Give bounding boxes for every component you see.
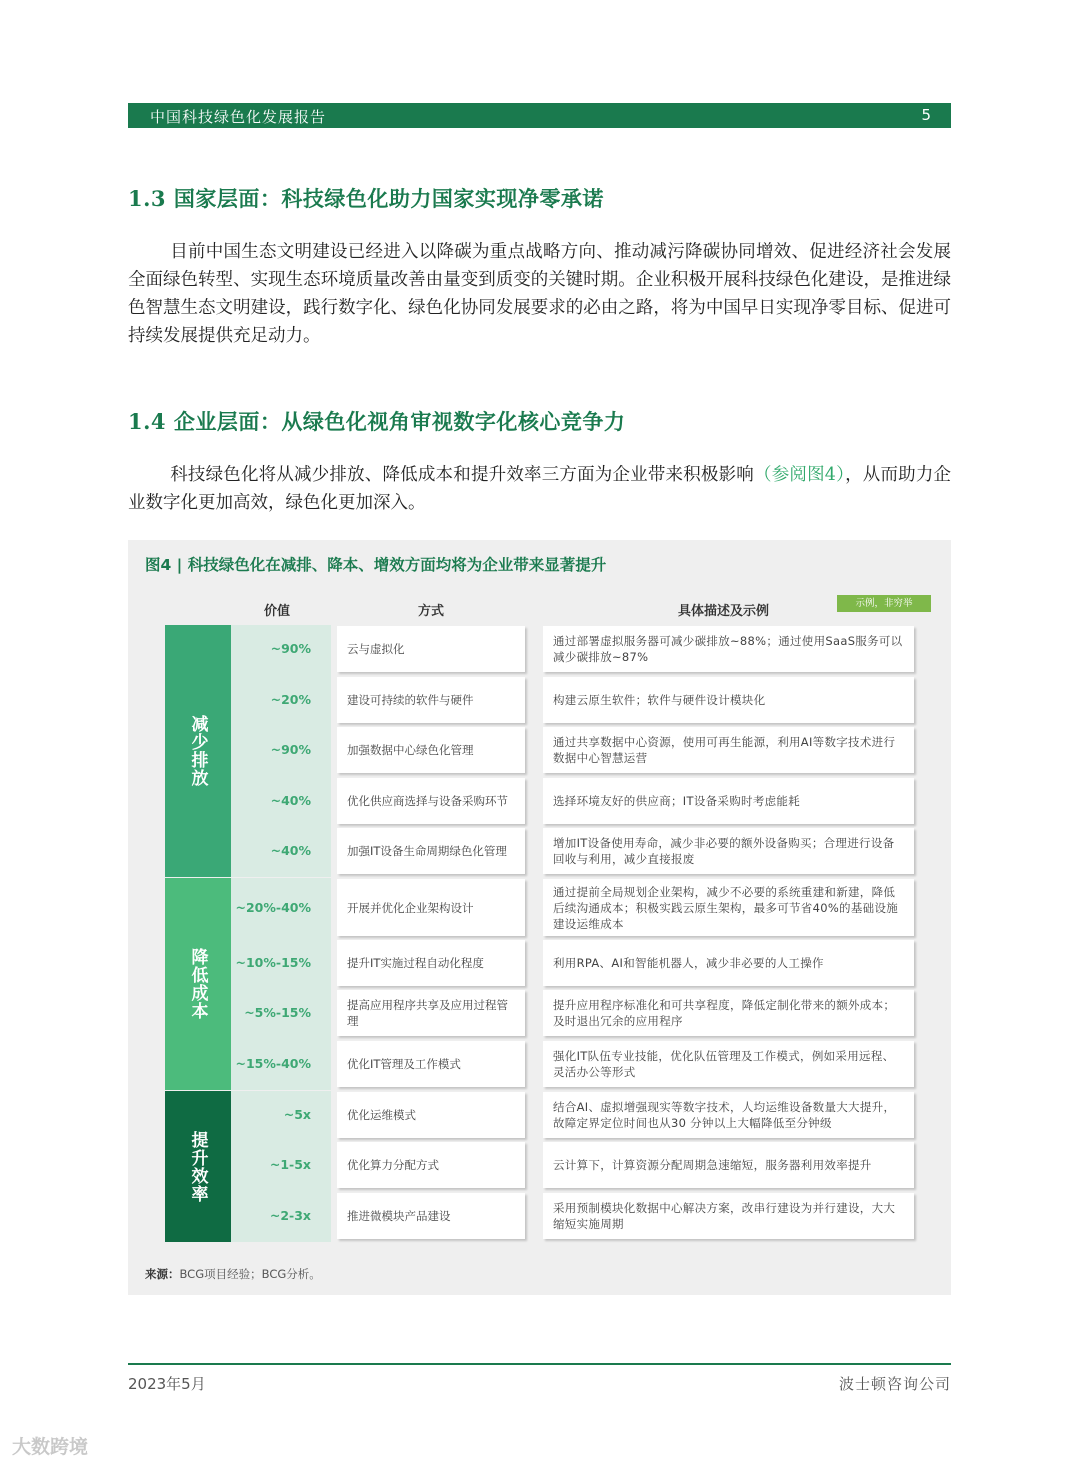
group-label-3: 提升效率 [165, 1091, 231, 1242]
column-header-description: 具体描述及示例 [678, 604, 770, 619]
value-cell: ~10%-15% [235, 955, 311, 970]
section-1-3-title: 1.3 国家层面：科技绿色化助力国家实现净零承诺 [128, 186, 604, 211]
value-cell: ~40% [270, 793, 311, 808]
description-cell: 结合AI、虚拟增强现实等数字技术，人均运维设备数量大大提升，故障定界定位时间也从30 分钟以上大幅降低至分钟级 [543, 1092, 914, 1138]
figure-reference-link[interactable]: （参阅图4） [754, 465, 846, 485]
description-cell: 构建云原生软件；软件与硬件设计模块化 [543, 677, 914, 723]
description-cell: 通过提前全局规划企业架构，减少不必要的系统重建和新建，降低后续沟通成本；积极实践云原生架构，最多可节省40%的基础设施建设运维成本 [543, 879, 914, 936]
section-1-4-title: 1.4 企业层面：从绿色化视角审视数字化核心竞争力 [128, 409, 626, 434]
description-cell: 采用预制模块化数据中心解决方案，改串行建设为并行建设，大大缩短实施周期 [543, 1193, 914, 1239]
group-label-1: 减少排放 [165, 625, 231, 877]
footer-divider [128, 1363, 951, 1365]
figure-title: 图4 | 科技绿色化在减排、降本、增效方面均将为企业带来显著提升 [145, 556, 607, 574]
method-cell: 优化供应商选择与设备采购环节 [337, 778, 525, 824]
value-cell: ~5x [283, 1107, 311, 1122]
figure-source: 来源：BCG项目经验；BCG分析。 [145, 1267, 321, 1281]
value-cell: ~90% [270, 641, 311, 656]
page-number: 5 [921, 106, 931, 124]
description-cell: 强化IT队伍专业技能，优化队伍管理及工作模式，例如采用远程、灵活办公等形式 [543, 1041, 914, 1087]
footer-date: 2023年5月 [128, 1375, 206, 1393]
value-cell: ~20%-40% [235, 899, 311, 915]
description-cell: 选择环境友好的供应商；IT设备采购时考虑能耗 [543, 778, 914, 824]
figure-4 [128, 540, 951, 1295]
method-cell: 优化IT管理及工作模式 [337, 1041, 525, 1087]
footer-company: 波士顿咨询公司 [838, 1375, 951, 1393]
group-label-2: 降低成本 [165, 878, 231, 1090]
value-cell: ~15%-40% [235, 1056, 311, 1071]
method-cell: 提升IT实施过程自动化程度 [337, 940, 525, 986]
method-cell: 开展并优化企业架构设计 [337, 879, 525, 936]
section-1-4-paragraph: 科技绿色化将从减少排放、降低成本和提升效率三方面为企业带来积极影响（参阅图4），从而助力企业数字化更加高效，绿色化更加深入。 [128, 465, 952, 513]
header-bar [128, 103, 951, 128]
value-cell: ~40% [270, 843, 311, 858]
column-header-value: 价值 [264, 604, 291, 619]
method-cell: 云与虚拟化 [337, 626, 525, 672]
method-cell: 优化算力分配方式 [337, 1142, 525, 1188]
value-cell: ~20% [270, 692, 311, 707]
description-cell: 云计算下，计算资源分配周期急速缩短，服务器利用效率提升 [543, 1142, 914, 1188]
column-header-method: 方式 [418, 604, 445, 619]
value-cell: ~1-5x [269, 1157, 311, 1172]
description-cell: 提升应用程序标准化和可共享程度，降低定制化带来的额外成本；及时退出冗余的应用程序 [543, 990, 914, 1036]
report-title: 中国科技绿色化发展报告 [150, 108, 327, 126]
description-cell: 通过部署虚拟服务器可减少碳排放~88%；通过使用SaaS服务可以减少碳排放~87% [543, 626, 914, 672]
value-cell: ~5%-15% [244, 1005, 311, 1020]
method-cell: 建设可持续的软件与硬件 [337, 677, 525, 723]
example-badge: 示例，非穷举 [837, 595, 931, 612]
section-1-3-paragraph: 目前中国生态文明建设已经进入以降碳为重点战略方向、推动减污降碳协同增效、促进经济社会发展全面绿色转型、实现生态环境质量改善由量变到质变的关键时期。企业积极开展科技绿色化建设，是推进绿色智慧生态文明建设，践行数字化、绿色化协同发展要求的必由之路，将为中国早日实现净零目标、促进可持续发展提供充足动力。 [128, 242, 951, 346]
value-cell: ~2-3x [269, 1208, 311, 1223]
method-cell: 提高应用程序共享及应用过程管理 [337, 990, 525, 1036]
description-cell: 利用RPA、AI和智能机器人，减少非必要的人工操作 [543, 940, 914, 986]
watermark: 大数跨境 [12, 1436, 89, 1458]
description-cell: 通过共享数据中心资源，使用可再生能源，利用AI等数字技术进行数据中心智慧运营 [543, 727, 914, 773]
method-cell: 推进微模块产品建设 [337, 1193, 525, 1239]
method-cell: 加强数据中心绿色化管理 [337, 727, 525, 773]
method-cell: 优化运维模式 [337, 1092, 525, 1138]
method-cell: 加强IT设备生命周期绿色化管理 [337, 828, 525, 874]
value-cell: ~90% [270, 742, 311, 757]
description-cell: 增加IT设备使用寿命，减少非必要的额外设备购买；合理进行设备回收与利用，减少直接报废 [543, 828, 914, 874]
